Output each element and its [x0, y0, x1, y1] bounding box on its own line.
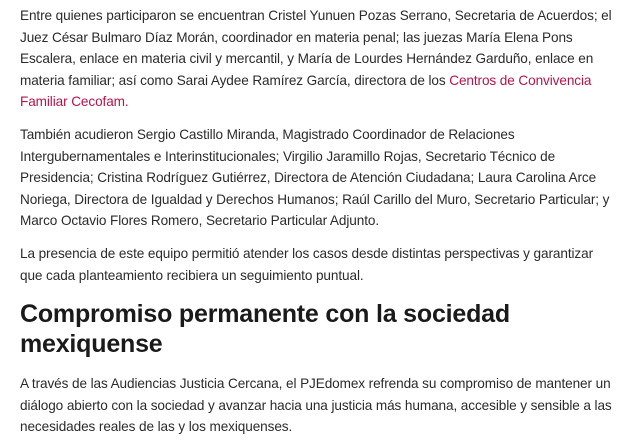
paragraph-participants [20, 5, 616, 113]
paragraph-team-presence: La presencia de este equipo permitió atender los casos desde distintas perspectivas y garantizar que cada planteamiento recibiera un seguimiento puntual. [20, 245, 594, 283]
paragraph-attendees: También acudieron Sergio Castillo Miranda, Magistrado Coordinador de Relaciones Intergubernamentales e Interinstitucionales; Virgilio Jaramillo Rojas, Secretario Técnico de Presidencia; Cristina Rodríguez Gutiérrez, Directora de Atención Ciudadana; Laura Carolina Arce Noriega, Directora de Igualdad y Derechos Humanos; Raúl Carillo del Muro, Secretario Particular; y Marco Octavio Flores Romero, Secretario Particular Adjunto. [20, 126, 610, 229]
paragraph-participants-text: Entre quienes participaron se encuentran Cristel Yunuen Pozas Serrano, Secretaria de Acuerdos; el Juez César Bulmaro Díaz Morán, coordinador en materia penal; las juezas María Elena Pons Escalera, enlace en materia civil y mercantil, y María de Lourdes Hernández Garduño, enlace en materia familiar; así como Sarai Aydee Ramírez García, directora de los [20, 8, 612, 88]
section-heading: Compromiso permanente con la sociedad mexiquense [20, 300, 510, 359]
article-body [20, 5, 616, 438]
cecofam-link[interactable]: Centros de Convivencia Familiar Cecofam. [20, 72, 592, 110]
paragraph-commitment: A través de las Audiencias Justicia Cercana, el PJEdomex refrenda su compromiso de mantener un diálogo abierto con la sociedad y avanzar hacia una justicia más humana, accesible y sensible a las necesidades reales de las y los mexiquenses. [20, 376, 612, 435]
